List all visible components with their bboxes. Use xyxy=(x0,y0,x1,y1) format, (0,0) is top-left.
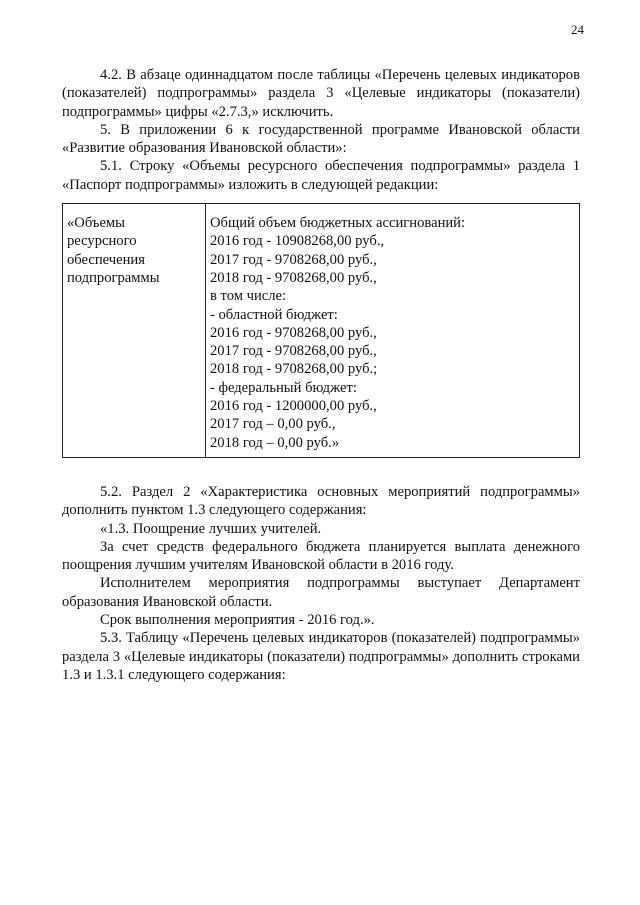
paragraph-1-3-title: «1.3. Поощрение лучших учителей. xyxy=(100,520,322,537)
table-label-line: подпрограммы xyxy=(67,269,160,286)
paragraph-5: 5. В приложении 6 к государственной программе Ивановской области «Развитие образования Ивановской области»: xyxy=(62,121,580,157)
table-value-line: 2018 год - 9708268,00 руб.; xyxy=(210,361,378,378)
paragraph-4-2: 4.2. В абзаце одиннадцатом после таблицы «Перечень целевых индикаторов (показателей) подпрограммы» раздела 3 «Целевые индикаторы (показатели) подпрограммы» цифры «2.7.3,» исключить. xyxy=(62,67,580,120)
table-value-line: 2016 год - 10908268,00 руб., xyxy=(210,233,385,250)
table-value-line: 2018 год - 9708268,00 руб., xyxy=(210,269,377,286)
table-row xyxy=(63,204,580,458)
table-label-line: «Объемы xyxy=(67,215,125,232)
paragraph-executor: Исполнителем мероприятия подпрограммы выступает Департамент образования Ивановской области. xyxy=(62,575,580,610)
table-value-line: - областной бюджет: xyxy=(210,306,338,323)
resource-table xyxy=(62,203,580,458)
table-value-line: 2017 год - 9708268,00 руб., xyxy=(210,251,377,268)
table-cell-value xyxy=(206,204,580,458)
table-value-line: 2016 год - 9708268,00 руб., xyxy=(210,324,377,341)
table-value-line: 2016 год - 1200000,00 руб., xyxy=(210,398,377,415)
paragraph-funding: За счет средств федерального бюджета планируется выплата денежного поощрения лучшим учителям Ивановской области в 2016 году. xyxy=(62,538,580,574)
table-value-line: в том числе: xyxy=(210,288,287,305)
paragraph-5-2: 5.2. Раздел 2 «Характеристика основных мероприятий подпрограммы» дополнить пунктом 1.3 следующего содержания: xyxy=(62,483,580,519)
table-label-line: ресурсного xyxy=(67,233,137,250)
document-body xyxy=(62,66,580,684)
table-value-line: Общий объем бюджетных ассигнований: xyxy=(210,215,466,232)
paragraph-deadline: Срок выполнения мероприятия - 2016 год.». xyxy=(100,612,375,629)
table-value-line: 2017 год - 9708268,00 руб., xyxy=(210,343,377,360)
paragraph-5-3: 5.3. Таблицу «Перечень целевых индикаторов (показателей) подпрограммы» раздела 3 «Целевые индикаторы (показатели) подпрограммы» дополнить строками 1.3 и 1.3.1 следующего содержания: xyxy=(62,630,580,683)
page-number: 24 xyxy=(571,22,584,37)
paragraph-5-1: 5.1. Строку «Объемы ресурсного обеспечения подпрограммы» раздела 1 «Паспорт подпрограммы» изложить в следующей редакции: xyxy=(62,158,580,193)
table-cell-label xyxy=(63,204,206,458)
table-value-line: 2018 год – 0,00 руб.» xyxy=(210,434,340,451)
table-label-line: обеспечения xyxy=(67,251,145,268)
table-value-line: 2017 год – 0,00 руб., xyxy=(210,416,336,433)
table-value-line: - федеральный бюджет: xyxy=(210,379,357,396)
